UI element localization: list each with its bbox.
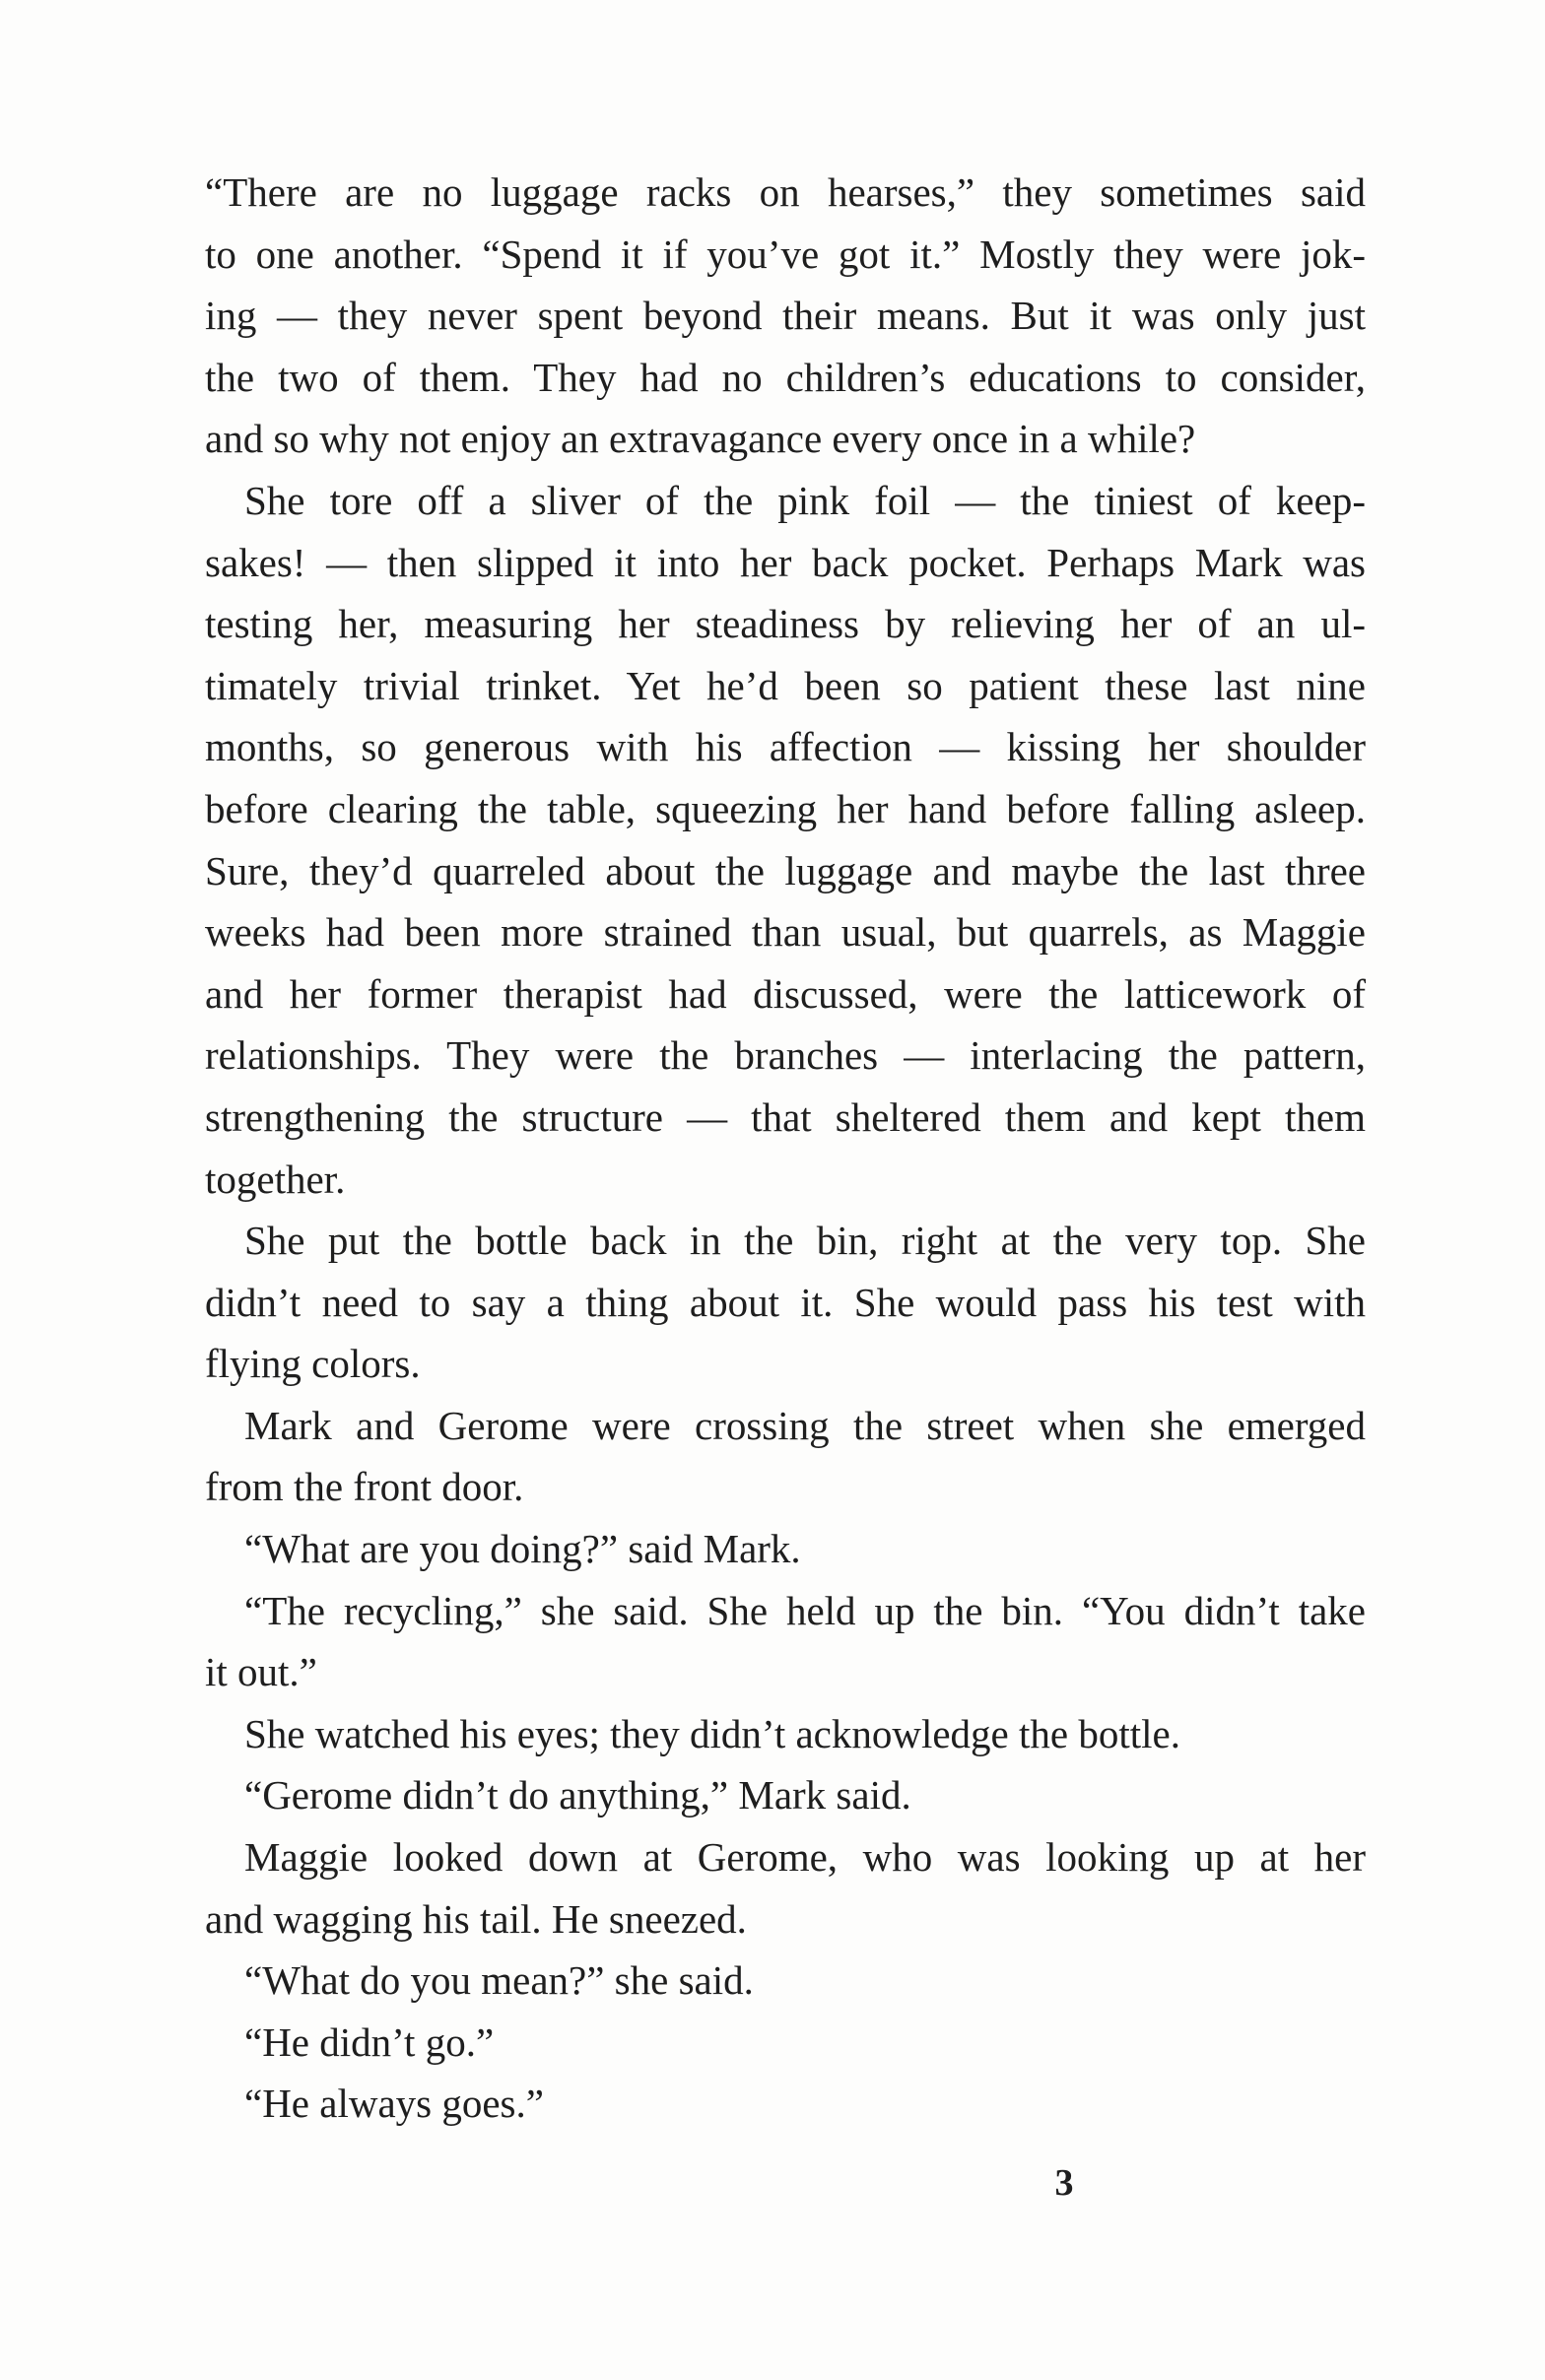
text-line: didn’t need to say a thing about it. She would pass his test with xyxy=(205,1279,1366,1325)
text-line: ing — they never spent beyond their means. But it was only just xyxy=(205,293,1366,339)
text-line: from the front door. xyxy=(205,1464,524,1510)
text-line: to one another. “Spend it if you’ve got it.” Mostly they were jok- xyxy=(205,231,1366,277)
text-line: months, so generous with his affection — kissing her shoulder xyxy=(205,724,1366,770)
text-line: testing her, measuring her steadiness by relieving her of an ul- xyxy=(205,601,1366,647)
text-line: weeks had been more strained than usual, but quarrels, as Maggie xyxy=(205,909,1366,956)
text-line: “He didn’t go.” xyxy=(244,2018,495,2065)
text-line: strengthening the structure — that sheltered them and kept them xyxy=(205,1093,1366,1140)
text-line: relationships. They were the branches — interlacing the pattern, xyxy=(205,1032,1366,1079)
text-line: timately trivial trinket. Yet he’d been so patient these last nine xyxy=(205,662,1366,708)
text-line: the two of them. They had no children’s educations to consider, xyxy=(205,354,1366,400)
text-line: She put the bottle back in the bin, right at the very top. She xyxy=(244,1218,1366,1264)
text-line: “What do you mean?” she said. xyxy=(244,1957,754,2004)
text-line: “There are no luggage racks on hearses,” they sometimes said xyxy=(205,169,1366,215)
text-line: Mark and Gerome were crossing the street when she emerged xyxy=(244,1402,1366,1448)
text-line: “He always goes.” xyxy=(244,2081,544,2127)
text-line: flying colors. xyxy=(205,1341,421,1387)
text-line: sakes! — then slipped it into her back pocket. Perhaps Mark was xyxy=(205,539,1366,585)
text-line: She tore off a sliver of the pink foil — the tiniest of keep- xyxy=(244,477,1366,523)
text-line: before clearing the table, squeezing her hand before falling asleep. xyxy=(205,785,1366,831)
text-line: “The recycling,” she said. She held up the bin. “You didn’t take xyxy=(244,1587,1366,1633)
text-line: “Gerome didn’t do anything,” Mark said. xyxy=(244,1772,911,1818)
text-line: together. xyxy=(205,1156,346,1202)
text-line: Maggie looked down at Gerome, who was looking up at her xyxy=(244,1834,1366,1881)
text-line: and wagging his tail. He sneezed. xyxy=(205,1895,747,1942)
body-text xyxy=(205,162,1366,2135)
page-number: 3 xyxy=(1054,2162,1074,2204)
text-line: and so why not enjoy an extravagance every once in a while? xyxy=(205,416,1196,462)
text-line: and her former therapist had discussed, were the latticework of xyxy=(205,970,1366,1017)
text-line: it out.” xyxy=(205,1649,317,1695)
text-line: “What are you doing?” said Mark. xyxy=(244,1526,801,1572)
text-line: She watched his eyes; they didn’t acknowledge the bottle. xyxy=(244,1710,1180,1756)
text-line: Sure, they’d quarreled about the luggage and maybe the last three xyxy=(205,847,1366,893)
